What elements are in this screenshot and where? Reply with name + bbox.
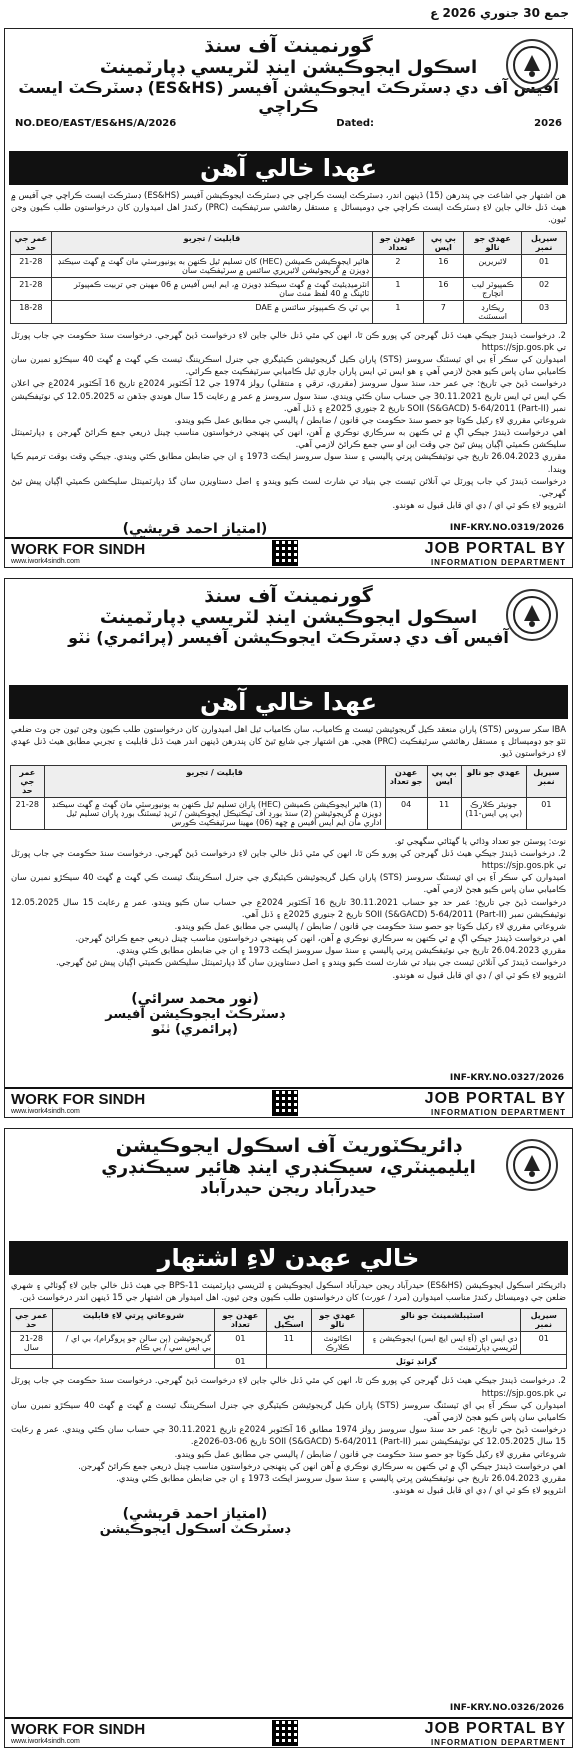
point: درخواست ڏيڻ جي تاريخ: عمر حد سنڌ سول سروسز رولز 1974 مطابق 16 آڪٽوبر 2024ع تاريخ 30.11.2021 جي حساب سان ڪئي ويندي. عمر ۾ رعايت 15 سال 12.05.2025 کي نوٽيفڪيشن نمبر SOII (S&GACD) 5-64/2011 (Part-II) تاريخ 06-03-2026ع.	[11, 1424, 566, 1447]
ad-dept: اسڪول ايجوڪيشن اينڊ لٽريسي ڊپارٽمينٽ	[99, 57, 478, 78]
col-header: عهدي جو نالو	[312, 1309, 364, 1332]
col-header: بي پي ايس	[427, 765, 461, 797]
vacancy-table	[10, 765, 567, 830]
point: درخواست ڏيندڙ کي آنلائن ٽيسٽ جي بنياد تي شارٽ لسٽ ڪيو ويندو ۽ اصل دستاويزن سان گڏ ڊپارٽمينٽل سليڪشن ڪميٽي اڳيان پيش ٿيڻ گهرجي.	[55, 957, 566, 968]
ad-banner: خالي عهدن لاءِ اشتهار	[9, 1241, 568, 1275]
ad-points	[5, 327, 572, 514]
job-portal-label: JOB PORTAL BY INFORMATION DEPARTMENT	[424, 539, 566, 567]
col-header: سيريل نمبر	[522, 231, 567, 254]
col-header: سيريل نمبر	[526, 765, 566, 797]
ref-line	[5, 116, 572, 131]
advertisement-2	[4, 578, 573, 1118]
dated-year: 2026	[534, 118, 562, 129]
col-header: عهدن جو تعداد	[373, 231, 423, 254]
point: شروعاتي مقرري لاءِ رکيل ڪوٽا جو حصو سنڌ حڪومت جي قانون / ضابطن / پاليسي جي مطابق عمل ڪيو ويندو.	[174, 1448, 566, 1459]
sindh-emblem-icon	[506, 1139, 558, 1191]
point: اميدوارن کي سڪر آءِ بي اي ٽيسٽنگ سروسز (STS) پاران ڪيل گريجوئيشن ڪيٽيگري جي جنرل اسڪريننگ ٽيسٽ ۾ گهٽ ۾ گهٽ 40 سيڪڙو نمبرن سان ڪاميابي سان پاس ڪيو هجڻ لازمي آهي.	[11, 1399, 566, 1422]
ad-dept: ايليمينٽري، سيڪنڊري اينڊ هائير سيڪنڊري	[101, 1157, 476, 1178]
dated-label: Dated:	[336, 118, 375, 129]
ad-header	[5, 579, 572, 683]
point: نوٽ: پوسٽن جو تعداد وڌائي يا گهٽائي سگهجي ٿو.	[394, 835, 566, 846]
point: درخواست ڏيڻ جي تاريخ: عمر حد جو حساب 30.11.2021 تاريخ 16 آڪٽوبر 2024ع جي حساب سان ڪيو ويندو. عمر ۾ رعايت 15 سال 12.05.2025 نوٽيفڪيشن نمبر SOII (S&GACD) 5-64/2011 (Part-II) تاريخ 2 جنوري 2025ع ۽ ڏنل آهي.	[11, 896, 566, 919]
point: مقرري 26.04.2023 تاريخ جي نوٽيفڪيشن ڀرتي پاليسي ۽ سنڌ سول سروسز ايڪٽ 1973 ۽ ان جي ضابطن مطابق ڪئي ويندي.	[116, 945, 566, 956]
point: درخواست ڏيندڙ کي جاب پورٽل تي آنلائن ٽيسٽ جي بنياد تي شارٽ لسٽ ڪيو ويندو ۽ اصل دستاويزن سان گڏ ڊپارٽمينٽل سليڪشن ڪميٽي اڳيان پيش ٿيڻ گهرجي.	[11, 475, 566, 498]
point: اهي درخواست ڏيندڙ جيڪي اڳ ۾ ئي ڪنهن به سرڪاري نوڪري ۾ آهن، انهن کي پنهنجي درخواستون مناسب چينل ذريعي جمع ڪرائڻ گهرجن.	[75, 933, 566, 944]
advertisement-3	[4, 1128, 573, 1748]
col-header: بي اسڪيل	[266, 1309, 311, 1332]
sindh-emblem-icon	[506, 39, 558, 91]
col-header: قابليت / تجربو	[51, 231, 373, 254]
ad-office: حيدرآباد ريجن حيدرآباد	[200, 1178, 377, 1197]
col-header: عهدي جو نالو	[464, 231, 522, 254]
inf-number: INF-KRY.NO.0326/2026	[449, 1703, 564, 1713]
col-header: عمر جي حد	[11, 1309, 53, 1332]
point: مقرري 26.04.2023 تاريخ جي نوٽيفڪيشن ڀرتي پاليسي ۽ سنڌ سول سروسز ايڪٽ 1973 ۽ ان جي ضابطن مطابق ڪئي ويندي. جيڪي وقت بوقت ترميم ڪيا ويندا.	[11, 451, 567, 474]
ad-banner: عهدا خالي آهن	[9, 151, 568, 185]
ad-office: آفيس آف دي ڊسٽرڪٽ ايجوڪيشن آفيسر (پرائمري) ٺٽو	[68, 628, 509, 647]
job-portal-label: JOB PORTAL BY INFORMATION DEPARTMENT	[424, 1719, 566, 1747]
work-for-sindh-logo: WORK FOR SINDH www.iwork4sindh.com	[11, 1091, 146, 1115]
ad-gov: ڊائريڪٽوريٽ آف اسڪول ايجوڪيشن	[115, 1135, 462, 1157]
point: اميدوارن کي سڪر آءِ بي اي ٽيسٽنگ سروسز (STS) پاران ڪيل گريجوئيشن ڪيٽيگري جي جنرل اسڪريننگ ٽيسٽ ڪي گهٽ ۾ گهٽ 40 سيڪڙو نمبرن سان ڪاميابي سان پاس ڪيو هجڻ لازمي آهي.	[11, 872, 567, 895]
work-for-sindh-logo: WORK FOR SINDH www.iwork4sindh.com	[11, 541, 146, 565]
col-header: بي پي ايس	[423, 231, 464, 254]
col-header: عمر جي حد	[11, 765, 45, 797]
point: اهي درخواست ڏيندڙ جيڪي اڳ ۾ ئي ڪنهن به سرڪاري نوڪري ۾ آهن، انهن کي پنهنجي درخواستون مناسب چينل ذريعي جمع ڪرائڻ گهرجن ۽ ڊپارٽمينٽل سليڪشن ڪميٽي اڳيان پيش ٿيڻ جي وقت اين او سي جمع ڪرائڻ لازمي آهي.	[11, 427, 566, 450]
table-row: 01 دي ايس اي (آءِ ايس ايچ ايس) ايجوڪيشن ۽ لٽريسي ڊپارٽمينٽ اڪائونٽ ڪلارڪ 11 01 گريجوئيشن (ٻن سالن جو پروگرام)، بي اي / بي ايس سي / بي ڪام 21-28 سال	[11, 1332, 567, 1355]
col-header: عهدن جو تعداد	[215, 1309, 267, 1332]
ad-intro: ڊائريڪٽر اسڪول ايجوڪيشن (ES&HS) حيدرآباد ريجن حيدرآباد اسڪول ايجوڪيشن ۽ لٽريسي ڊپارٽمينٽ BPS-11 جي هيٺ ڏنل خالي جاين لاءِ ڳوٺاڻي ۽ شهري ضلعن جي ڊوميسائل رکندڙ مناسب اميدوارن (مرد / عورت) کان درخواستون طلب ڪيون وڃن ٿيون. اهل اميدوار هن اشتهار جي 15 ڏينهن اندر درخواست ڏين.	[11, 1280, 566, 1303]
point: انٽرويو لاءِ ڪو ٽي اي / ڊي اي قابل قبول نه هوندو.	[392, 500, 566, 511]
col-header: اسٽيبلشمينٽ جو نالو	[363, 1309, 521, 1332]
signature-block: (امتياز احمد قريشي) ڊسٽرڪٽ اسڪول ايجوڪيشن	[99, 1506, 291, 1538]
ad-header	[5, 29, 572, 149]
vacancy-table	[10, 1308, 567, 1369]
point: اهي درخواست ڏيندڙ جيڪي اڳ ۾ ئي ڪنهن به سرڪاري نوڪري ۾ آهن انهن کي پنهنجي درخواستون مناسب چينل ذريعي جمع ڪرائڻ گهرجن.	[78, 1460, 566, 1471]
col-header: شروعاتي ڀرتي لاءِ قابليت	[52, 1309, 214, 1332]
table-total-row: گرانڊ ٽوٽل 01	[11, 1355, 567, 1369]
ad-banner: عهدا خالي آهن	[9, 685, 568, 719]
signature-block: (نور محمد سرائي) ڊسٽرڪٽ ايجوڪيشن آفيسر (پرائمري) ٺٽو	[105, 990, 285, 1037]
col-header: سيريل نمبر	[521, 1309, 567, 1332]
sindh-emblem-icon	[506, 589, 558, 641]
qr-code-icon	[272, 1720, 298, 1746]
point: شروعاتي مقرري لاءِ رکيل ڪوٽا جو حصو سنڌ حڪومت جي قانون / ضابطن / پاليسي جي مطابق عمل ڪيو ويندو.	[174, 920, 566, 931]
ad-points	[5, 833, 572, 983]
ref-number: NO.DEO/EAST/ES&HS/A/2026	[15, 118, 177, 129]
ad-footer	[5, 537, 572, 567]
col-header: عهدن جو تعداد	[385, 765, 427, 797]
table-row: 01 جونيئر ڪلارڪ (بي پي ايس-11) 11 04 (1) هائير ايجوڪيشن ڪميشن (HEC) پاران تسليم ٿيل ڪنهن به يونيورسٽي مان گهٽ ۾ گهٽ سيڪنڊ ڊويزن ۾ گريجوئيشن (2) سنڌ بورڊ آف ٽيڪنيڪل ايجوڪيشن / ٽريڊ ٽيسٽنگ بورڊ پاران تسليم ٿيل اداري مان ايم ايس آفيس ۾ ڇهه (06) مهينا سرٽيفڪيٽ ڪورس 21-28	[11, 797, 567, 829]
col-header: عمر جي حد	[11, 231, 52, 254]
signature-block: (امتياز احمد قريشي)	[122, 521, 268, 538]
point: 2. درخواست ڏيندڙ جيڪي هيٺ ڏنل گهرجن کي پورو ڪن ٿا، انهن کي مٿي ڏنل خالي جاين لاءِ درخواست ڏيڻ گهرجي. درخواست سنڌ حڪومت جي جاب پورٽل تي https://sjp.gos.pk	[11, 1375, 566, 1398]
point: انٽرويو لاءِ ڪو ٽي اي / ڊي اي قابل قبول نه هوندو.	[392, 969, 566, 980]
point: 2. درخواست ڏيندڙ جيڪي هيٺ ڏنل گهرجن کي پورو ڪن ٿا، انهن کي مٿي ڏنل خالي جاين لاءِ درخواست ڏيڻ گهرجي. درخواست سنڌ حڪومت جي جاب پورٽل تي https://sjp.gos.pk	[11, 329, 566, 352]
vacancy-table	[10, 231, 567, 324]
ad-intro: IBA سکر سروس (STS) پاران منعقد ڪيل گريجوئيشن ٽيسٽ ۾ ڪامياب، سان ڪامياب ٿيل اهل اميدوارن کان درخواستون طلب ڪيون وڃن ٿيون جن وٽ ضلعي ٺٽو جو ڊوميسائل ۽ مستقل رهائشي سرٽيفڪيٽ (PRC) هجي. هن اشتهار جي شايع ٿيڻ کان پندرهن ڏينهن اندر هيٺ ڏنل قابليت ۽ تجربي مطابق هيٺ ڏنل عهدي لاءِ درخواستون ڏيو.	[11, 724, 566, 759]
table-row: 03 ريڪارڊ اسسٽنٽ 7 1 بي ٽي ڪ ڪمپيوٽر سائنس ۾ DAE 18-28	[11, 300, 567, 323]
ad-footer	[5, 1087, 572, 1117]
ad-gov: گورنمينٽ آف سنڌ	[204, 585, 373, 607]
ad-footer	[5, 1717, 572, 1747]
ad-points	[5, 1372, 572, 1498]
dateline: جمع 30 جنوري 2026 ع	[430, 6, 569, 20]
table-row: 01 لائبريرين 16 2 هائير ايجوڪيشن ڪميشن (HEC) کان تسليم ٿيل ڪنهن به يونيورسٽي مان گهٽ ۾ گهٽ سيڪنڊ ڊويزن ۾ گريجوئيشن لائبريري سائنس ۾ سرٽيفڪيٽ سان 21-28	[11, 254, 567, 277]
point: انٽرويو لاءِ ڪو ٽي اي / ڊي اي قابل قبول نه هوندو.	[392, 1485, 566, 1496]
inf-number: INF-KRY.NO.0327/2026	[449, 1073, 564, 1083]
col-header: قابليت / تجربو	[44, 765, 385, 797]
inf-number: INF-KRY.NO.0319/2026	[449, 523, 564, 533]
qr-code-icon	[272, 540, 298, 566]
table-row: 02 ڪمپيوٽر ليب انچارج 16 1 انٽرميڊيئيٽ گهٽ ۾ گهٽ سيڪنڊ ڊويزن ۾، ايم ايس آفيس ۾ 06 مهينن جي تربيت ڪمپيوٽر ٽائپنگ ۾ 40 لفظ منٽ سان 21-28	[11, 277, 567, 300]
col-header: عهدي جو نالو	[461, 765, 526, 797]
point: 2. درخواست ڏيندڙ جيڪي هيٺ ڏنل گهرجن کي پورو ڪن ٿا، انهن کي مٿي ڏنل خالي جاين لاءِ درخواست ڏيڻ گهرجي. درخواست سنڌ حڪومت جي جاب پورٽل تي https://sjp.gos.pk	[11, 847, 566, 870]
job-portal-label: JOB PORTAL BY INFORMATION DEPARTMENT	[424, 1089, 566, 1117]
work-for-sindh-logo: WORK FOR SINDH www.iwork4sindh.com	[11, 1721, 146, 1745]
point: اميدوارن کي سڪر آءِ بي اي ٽيسٽنگ سروسز (STS) پاران ڪيل گريجوئيشن ڪيٽيگري جي جنرل اسڪريننگ ٽيسٽ ڪي گهٽ ۾ گهٽ 40 سيڪڙو نمبرن سان ڪاميابي سان پاس ڪيو هجڻ لازمي آهي ۽ هو ايس ٽي ايس پاران جاري ٿيل ڪاميابي سرٽيفڪيٽ جمع ڪرائي.	[11, 353, 567, 377]
point: شروعاتي مقرري لاءِ رکيل ڪوٽا جو حصو سنڌ حڪومت جي قانون / ضابطن / پاليسي جي مطابق عمل ڪيو ويندو.	[174, 414, 566, 425]
advertisement-1	[4, 28, 573, 568]
qr-code-icon	[272, 1090, 298, 1116]
point: درخواست ڏيڻ جي تاريخ: جي عمر حد، سنڌ سول سروسز (مقرري، ترقي ۽ منتقلي) رولز 1974 جي 12 آڪٽوبر 2024ع تاريخ 16 آڪٽوبر 2024ع جي اعلان ڪي ايس ٽي ايس تاريخ 30.11.2021 جي حساب سان ڪئي ويندي. سنڌ سول سروسز ۾ عمر ۾ رعايت 15 سال هوندي جڏهن ته 12.05.2025 کي نوٽيفڪيشن نمبر SOII (S&GACD) 5-64/2011 (Part-II) تاريخ 2 جنوري 2025ع ۽ ڏنل آهي.	[11, 378, 566, 413]
ad-office: آفيس آف دي ڊسٽرڪٽ ايجوڪيشن آفيسر (ES&HS) ڊسٽرڪٽ ايسٽ ڪراچي	[18, 78, 559, 116]
ad-dept: اسڪول ايجوڪيشن اينڊ لٽريسي ڊپارٽمينٽ	[99, 607, 478, 628]
ad-gov: گورنمينٽ آف سنڌ	[204, 35, 373, 57]
point: مقرري 26.04.2023 تاريخ جي نوٽيفڪيشن ڀرتي پاليسي ۽ سنڌ سول سروسز ايڪٽ 1973 ۽ ان جي ضابطن مطابق ڪئي ويندي.	[116, 1472, 566, 1483]
ad-intro: هن اشتهار جي اشاعت جي پندرهن (15) ڏينهن اندر، ڊسٽرڪٽ ايسٽ ڪراچي جي ڊسٽرڪٽ ايجوڪيشن آفيسر (ES&HS) ڊسٽرڪٽ ايسٽ ڪراچي جي آفيس ۾ هيٺ ڏنل خالي جاين لاءِ ڊسٽرڪٽ ايسٽ ڪراچي جي ڊوميسائل ۽ مستقل رهائشي سرٽيفڪيٽ (PRC) رکندڙ اهل اميدوارن کان درخواستون طلب ڪيون وڃن ٿيون.	[11, 190, 566, 225]
ad-header	[5, 1129, 572, 1239]
